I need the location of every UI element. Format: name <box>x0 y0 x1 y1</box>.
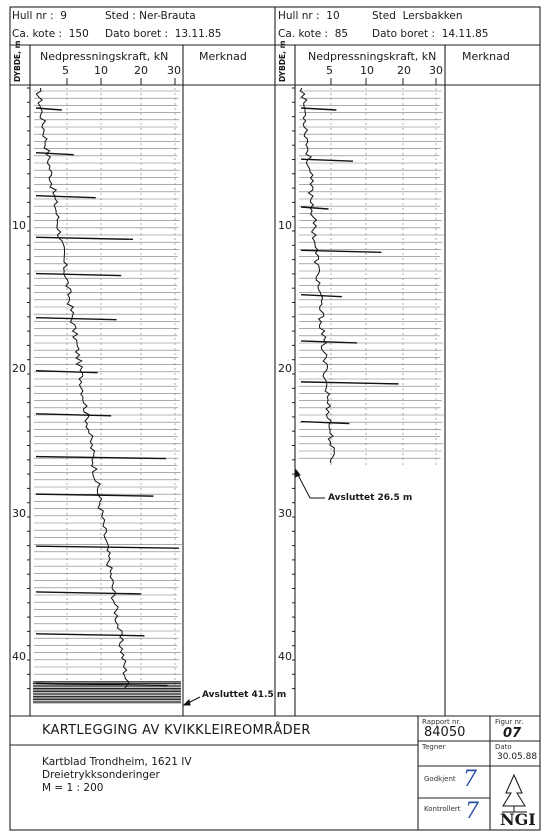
left-tick-30: 30 <box>167 64 181 77</box>
left-depth-40: 40 <box>12 650 26 663</box>
left-merknad-title: Merknad <box>199 50 247 63</box>
left-force-title: Nedpressningskraft, kN <box>40 50 169 63</box>
left-dybde-label: DYBDE, m <box>13 40 22 82</box>
figur-label: Figur nr. <box>495 718 524 726</box>
ngi-logo-tree <box>502 775 527 812</box>
left-tick-5: 5 <box>62 64 69 77</box>
right-end-note: Avsluttet 26.5 m <box>328 493 413 503</box>
figur-nr: 07 <box>503 726 522 741</box>
left-hull-nr: Hull nr : 9 <box>12 10 67 22</box>
left-trace-stroke <box>36 108 62 110</box>
left-end-note: Avsluttet 41.5 m <box>202 690 287 700</box>
right-tick-5: 5 <box>326 64 333 77</box>
left-trace-stroke <box>36 318 117 320</box>
right-depth-20: 20 <box>278 362 292 375</box>
left-tick-20: 20 <box>134 64 148 77</box>
left-trace-stroke <box>36 274 121 276</box>
right-merknad-title: Merknad <box>462 50 510 63</box>
ngi-logo-text: NGI <box>500 810 536 829</box>
left-trace-stroke <box>36 371 98 373</box>
right-trace-stroke <box>301 382 399 384</box>
left-sted: Sted : Ner-Brauta <box>105 10 196 22</box>
right-trace-stroke <box>301 341 357 343</box>
right-trace-stroke <box>301 159 353 161</box>
kontrollert-signature: 7 <box>465 799 479 824</box>
left-trace <box>36 88 129 688</box>
scale-line: M = 1 : 200 <box>42 782 104 794</box>
rapport-nr: 84050 <box>424 725 466 740</box>
left-trace-stroke <box>36 592 141 594</box>
right-dybde-label: DYBDE, m <box>278 40 287 82</box>
right-end-arrowhead <box>295 470 300 477</box>
right-kote: Ca. kote : 85 <box>278 28 349 40</box>
right-end-arrow <box>297 473 325 498</box>
left-trace-stroke <box>36 237 133 239</box>
tegner-label: Tegner <box>422 743 446 751</box>
left-depth-30: 30 <box>12 507 26 520</box>
left-trace-stroke <box>36 546 179 548</box>
right-trace-stroke <box>301 295 342 297</box>
left-end-arrowhead <box>184 700 190 705</box>
right-trace-stroke <box>301 207 329 209</box>
right-trace-stroke <box>301 250 381 252</box>
right-depth-30: 30 <box>278 507 292 520</box>
left-trace-stroke <box>36 153 74 155</box>
left-trace-stroke <box>36 196 96 198</box>
left-dato: Dato boret : 13.11.85 <box>105 28 222 40</box>
left-kote: Ca. kote : 150 <box>12 28 89 40</box>
right-force-title: Nedpressningskraft, kN <box>308 50 437 63</box>
right-tick-10: 10 <box>360 64 374 77</box>
map-sheet-line: Kartblad Trondheim, 1621 IV <box>42 756 192 768</box>
report-title: KARTLEGGING AV KVIKKLEIREOMRÅDER <box>42 723 311 738</box>
right-hull-nr: Hull nr : 10 <box>278 10 340 22</box>
left-tick-10: 10 <box>94 64 108 77</box>
kontrollert-label: Kontrollert <box>424 805 461 813</box>
right-sted: Sted Lersbakken <box>372 10 463 22</box>
left-trace-stroke <box>36 414 111 416</box>
right-tick-20: 20 <box>397 64 411 77</box>
left-depth-10: 10 <box>12 219 26 232</box>
right-depth-40: 40 <box>278 650 292 663</box>
rapport-label: Rapport nr. <box>422 718 461 726</box>
right-trace <box>300 88 334 463</box>
method-line: Dreietrykksonderinger <box>42 769 160 781</box>
right-tick-30: 30 <box>429 64 443 77</box>
left-trace-stroke <box>36 634 145 636</box>
right-dato: Dato boret : 14.11.85 <box>372 28 489 40</box>
left-depth-20: 20 <box>12 362 26 375</box>
godkjent-signature: 7 <box>463 767 477 792</box>
right-depth-10: 10 <box>278 219 292 232</box>
dato-label: Dato <box>495 743 512 751</box>
godkjent-label: Godkjent <box>424 775 456 783</box>
dato-value: 30.05.88 <box>497 752 538 762</box>
